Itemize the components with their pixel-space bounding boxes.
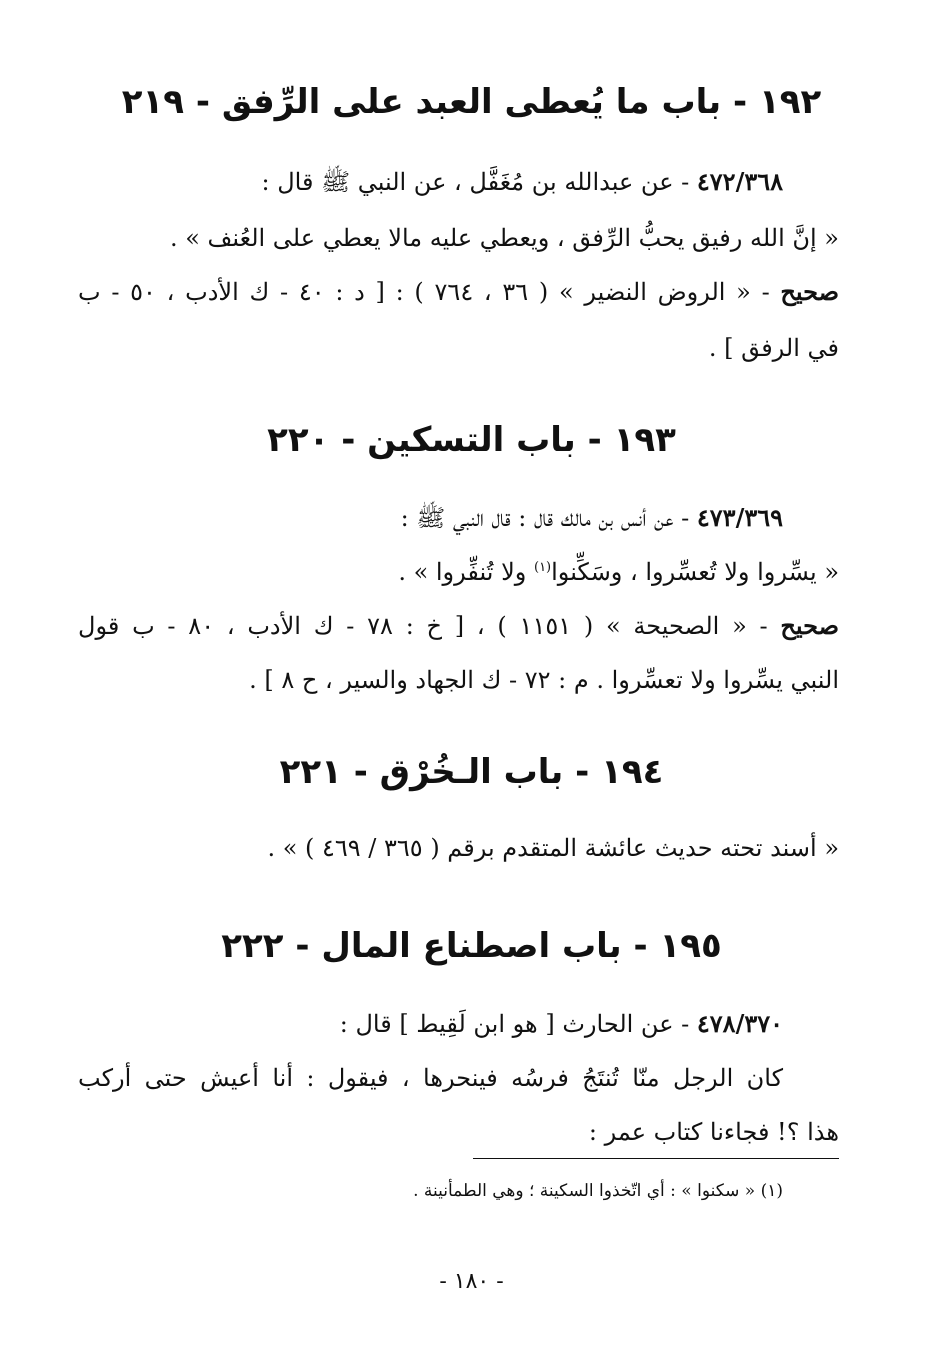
hadith-text-370-2: هذا ؟! فجاءنا كتاب عمر : <box>588 1118 839 1146</box>
grading-line-369-2: النبي يسِّروا ولا تعسِّروا . م : ٧٢ - ك الجهاد والسير ، ح ٨ ] . <box>249 666 839 694</box>
footnote-marker[interactable]: (١) <box>533 560 552 575</box>
hadith-intro-369 <box>78 498 783 538</box>
grading-line-368-2: في الرفق ] . <box>708 334 839 362</box>
grading-line-369-1 <box>78 606 839 646</box>
hadith-text-368: « إنَّ الله رفيق يحبُّ الرِّفق ، ويعطي عليه مالا يعطي على العُنف » . <box>169 224 839 252</box>
grading-reference: - « الروض النضير » ( ٣٦ ، ٧٦٤ ) : [ د : ٤٠ - ك الأدب ، ٥٠ - ب <box>78 278 781 306</box>
hadith-intro-370 <box>78 1004 783 1044</box>
hadith-isnad: - عن الحارث [ هو ابن لَقِيط ] قال : <box>339 1010 697 1038</box>
cross-reference-text: « أسند تحته حديث عائشة المتقدم برقم ( ٣٦٥ / ٤٦٩ ) » . <box>267 834 839 862</box>
grade-word: صحيح <box>780 277 840 306</box>
hadith-intro-368 <box>78 162 783 202</box>
hadith-number: ٤٧٨/٣٧٠ <box>696 1009 783 1038</box>
hadith-isnad: - عن عبدالله بن مُغَفَّل ، عن النبي ﷺ قال : <box>261 168 697 196</box>
page-number: - ١٨٠ - <box>439 1269 504 1294</box>
chapter-heading-195: ١٩٥ - باب اصطناع المال - ٢٢٢ <box>221 926 722 966</box>
grade-word: صحيح <box>780 611 840 640</box>
chapter-heading-194: ١٩٤ - باب الـخُرْق - ٢٢١ <box>279 752 664 792</box>
footnote: (١) « سكنوا » : أي اتّخذوا السكينة ؛ وهي الطمأنينة . <box>413 1181 783 1201</box>
footnote-separator <box>473 1158 839 1159</box>
hadith-number: ٤٧٣/٣٦٩ <box>696 503 783 532</box>
chapter-heading-193: ١٩٣ - باب التسكين - ٢٢٠ <box>267 420 676 460</box>
grading-reference: - « الصحيحة » ( ١١٥١ ) ، [ خ : ٧٨ - ك الأدب ، ٨٠ - ب قول <box>78 612 781 640</box>
hadith-text-part: « يسِّروا ولا تُعسِّروا ، وسَكِّنوا <box>551 558 839 586</box>
hadith-isnad: - عن أنس بن مالك قال : قال النبي ﷺ : <box>400 504 697 532</box>
hadith-text-369 <box>78 552 839 592</box>
hadith-number: ٤٧٢/٣٦٨ <box>696 167 783 196</box>
grading-line-368-1 <box>78 272 839 312</box>
chapter-heading-192: ١٩٢ - باب ما يُعطى العبد على الرِّفق - ٢١٩ <box>121 82 822 122</box>
hadith-text-part: ولا تُنفِّروا » . <box>398 558 534 586</box>
hadith-text-370-1: كان الرجل منّا تُنتَجُ فرسُه فينحرها ، فيقول : أنا أعيش حتى أركب <box>78 1064 783 1092</box>
